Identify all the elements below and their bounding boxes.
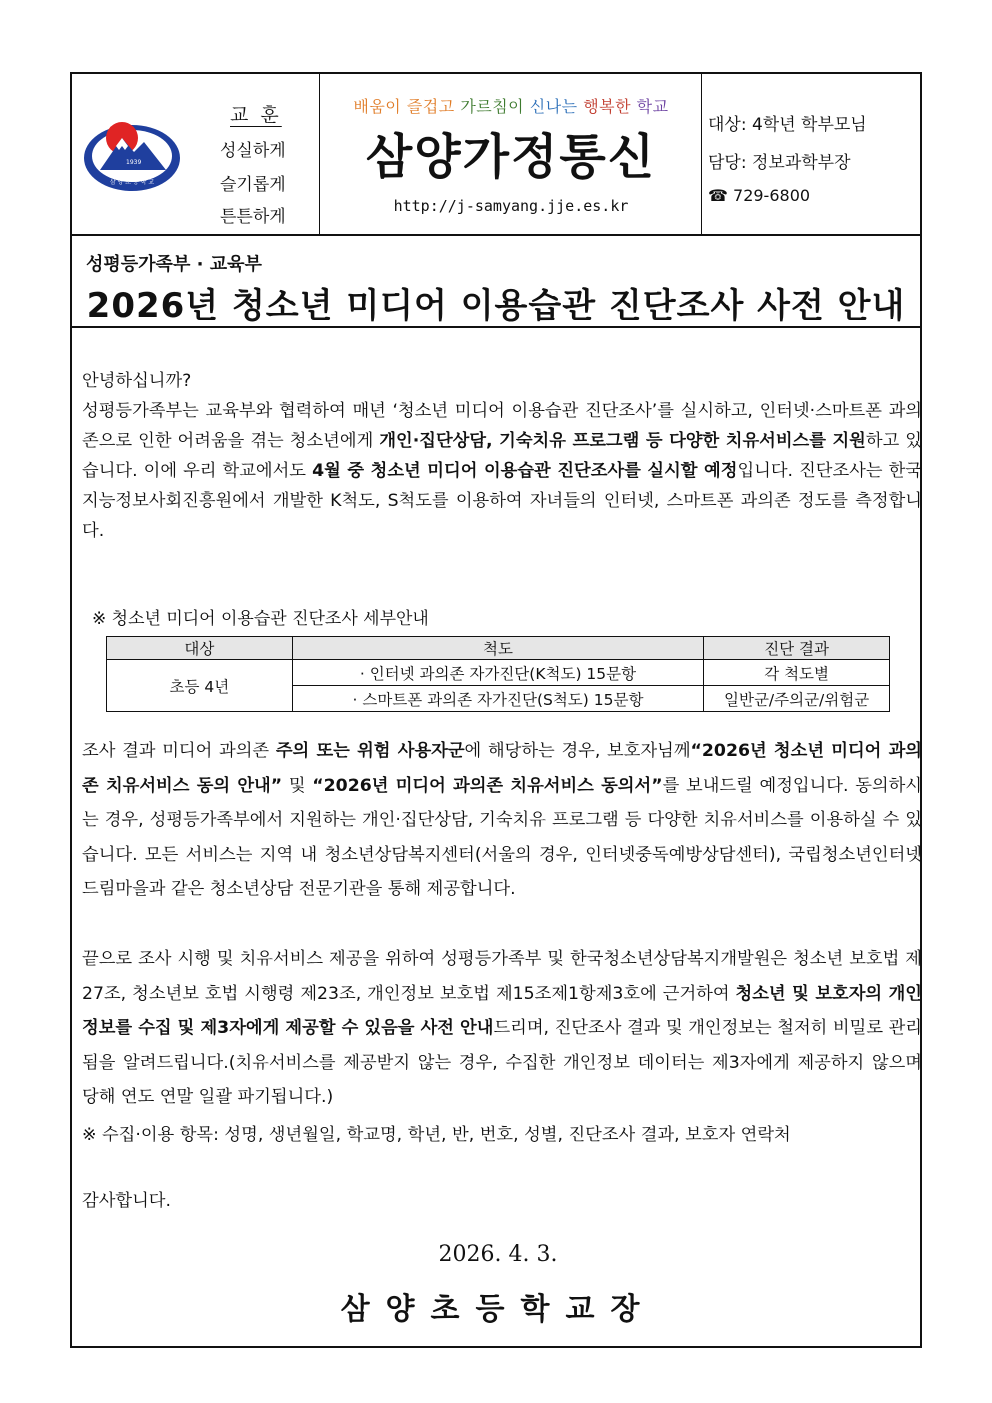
table-header-scale: 척도	[292, 637, 703, 660]
manager-text: 담당: 정보과학부장	[708, 153, 851, 173]
intro-paragraph: 안녕하십니까? 성평등가족부는 교육부와 협력하여 매년 ‘청소년 미디어 이용습관 진단조사’를 실시하고, 인터넷·스마트폰 과의존으로 인한 어려움을 겪는 청소년에게 개인·집단상담, 기숙치유 프로그램 등 다양한 치유서비스를 지원하고 있습니다. 이에 우리 학교에서도 4월 중 청소년 미디어 이용습관 진단조사를 실시할 예정입니다. 진단조사는 한국지능정보사회진흥원에서 개발한 K척도, S척도를 이용하여 자녀들의 인터넷, 스마트폰 과의존 정도를 측정합니다.	[82, 371, 922, 541]
phone-text: ☎ 729-6800	[708, 186, 811, 205]
table-header-result: 진단 결과	[704, 637, 890, 660]
detail-note-heading: ※ 청소년 미디어 이용습관 진단조사 세부안내	[92, 609, 429, 629]
logo-school-name: 삼 양 초 등 학 교	[109, 179, 155, 186]
school-slogan: 배움이 즐겁고 가르침이 신나는 행복한 학교	[353, 97, 669, 116]
newsletter-header	[72, 74, 920, 236]
audience-text: 대상: 4학년 학부모님	[708, 115, 867, 135]
table-cell-target: 초등 4년	[107, 660, 293, 712]
table-cell-result-1: 각 척도별	[704, 660, 890, 686]
ministry-subhead: 성평등가족부 · 교육부	[86, 254, 262, 275]
motto-heading: 교 훈	[230, 104, 282, 126]
school-logo-emblem	[82, 112, 182, 194]
privacy-paragraph: 끝으로 조사 시행 및 치유서비스 제공을 위하여 성평등가족부 및 한국청소년상담복지개발원은 청소년 보호법 제27조, 청소년보 호법 시행령 제23조, 개인정보 보호법 제15조제1항제3호에 근거하여 청소년 및 보호자의 개인정보를 수집 및 제3자에게 제공할 수 있음을 사전 안내드리며, 진단조사 결과 및 개인정보는 철저히 비밀로 관리됨을 알려드립니다.(치유서비스를 제공받지 않는 경우, 수집한 개인정보 데이터는 제3자에게 제공하지 않으며 당해 연도 연말 일괄 파기됩니다.)	[82, 949, 922, 1107]
motto-line-3: 튼튼하게	[220, 207, 286, 227]
newsletter-title: 삼양가정통신	[365, 129, 657, 185]
motto-line-2: 슬기롭게	[220, 175, 286, 195]
result-paragraph: 조사 결과 미디어 과의존 주의 또는 위험 사용자군에 해당하는 경우, 보호자님께“2026년 청소년 미디어 과의존 치유서비스 동의 안내” 및 “2026년 미디어 과의존 치유서비스 동의서”를 보내드릴 예정입니다. 동의하시는 경우, 성평등가족부에서 지원하는 개인·집단상담, 기숙치유 프로그램 등 다양한 치유서비스를 이용하실 수 있습니다. 모든 서비스는 지역 내 청소년상담복지센터(서울의 경우, 인터넷중독예방상담센터), 국립청소년인터넷드림마을과 같은 청소년상담 전문기관을 통해 제공합니다.	[82, 741, 922, 899]
info-cell	[702, 74, 920, 234]
greeting: 안녕하십니까?	[82, 371, 192, 391]
table-cell-result-2: 일반군/주의군/위험군	[704, 686, 890, 712]
title-cell	[320, 74, 702, 234]
principal-signature: 삼양초등학교장	[340, 1292, 656, 1327]
motto-line-1: 성실하게	[220, 141, 286, 161]
title-band	[72, 236, 920, 328]
logo-year: 1939	[126, 159, 142, 166]
table-cell-scale-k: · 인터넷 과의존 자가진단(K척도) 15문항	[292, 660, 703, 686]
survey-detail-table	[106, 636, 890, 712]
document-title: 2026년 청소년 미디어 이용습관 진단조사 사전 안내	[86, 286, 906, 326]
table-header-target: 대상	[107, 637, 293, 660]
issue-date: 2026. 4. 3.	[438, 1242, 558, 1267]
table-cell-scale-s: · 스마트폰 과의존 자가진단(S척도) 15문항	[292, 686, 703, 712]
table-header-row	[107, 637, 890, 660]
closing-thanks: 감사합니다.	[82, 1191, 171, 1211]
motto-cell	[72, 74, 320, 234]
school-url[interactable]: http://j-samyang.jje.es.kr	[393, 197, 629, 215]
table-row	[107, 660, 890, 686]
collected-items-note: ※ 수집·이용 항목: 성명, 생년월일, 학교명, 학년, 반, 번호, 성별, 진단조사 결과, 보호자 연락처	[82, 1125, 791, 1145]
document-frame	[70, 72, 922, 1348]
